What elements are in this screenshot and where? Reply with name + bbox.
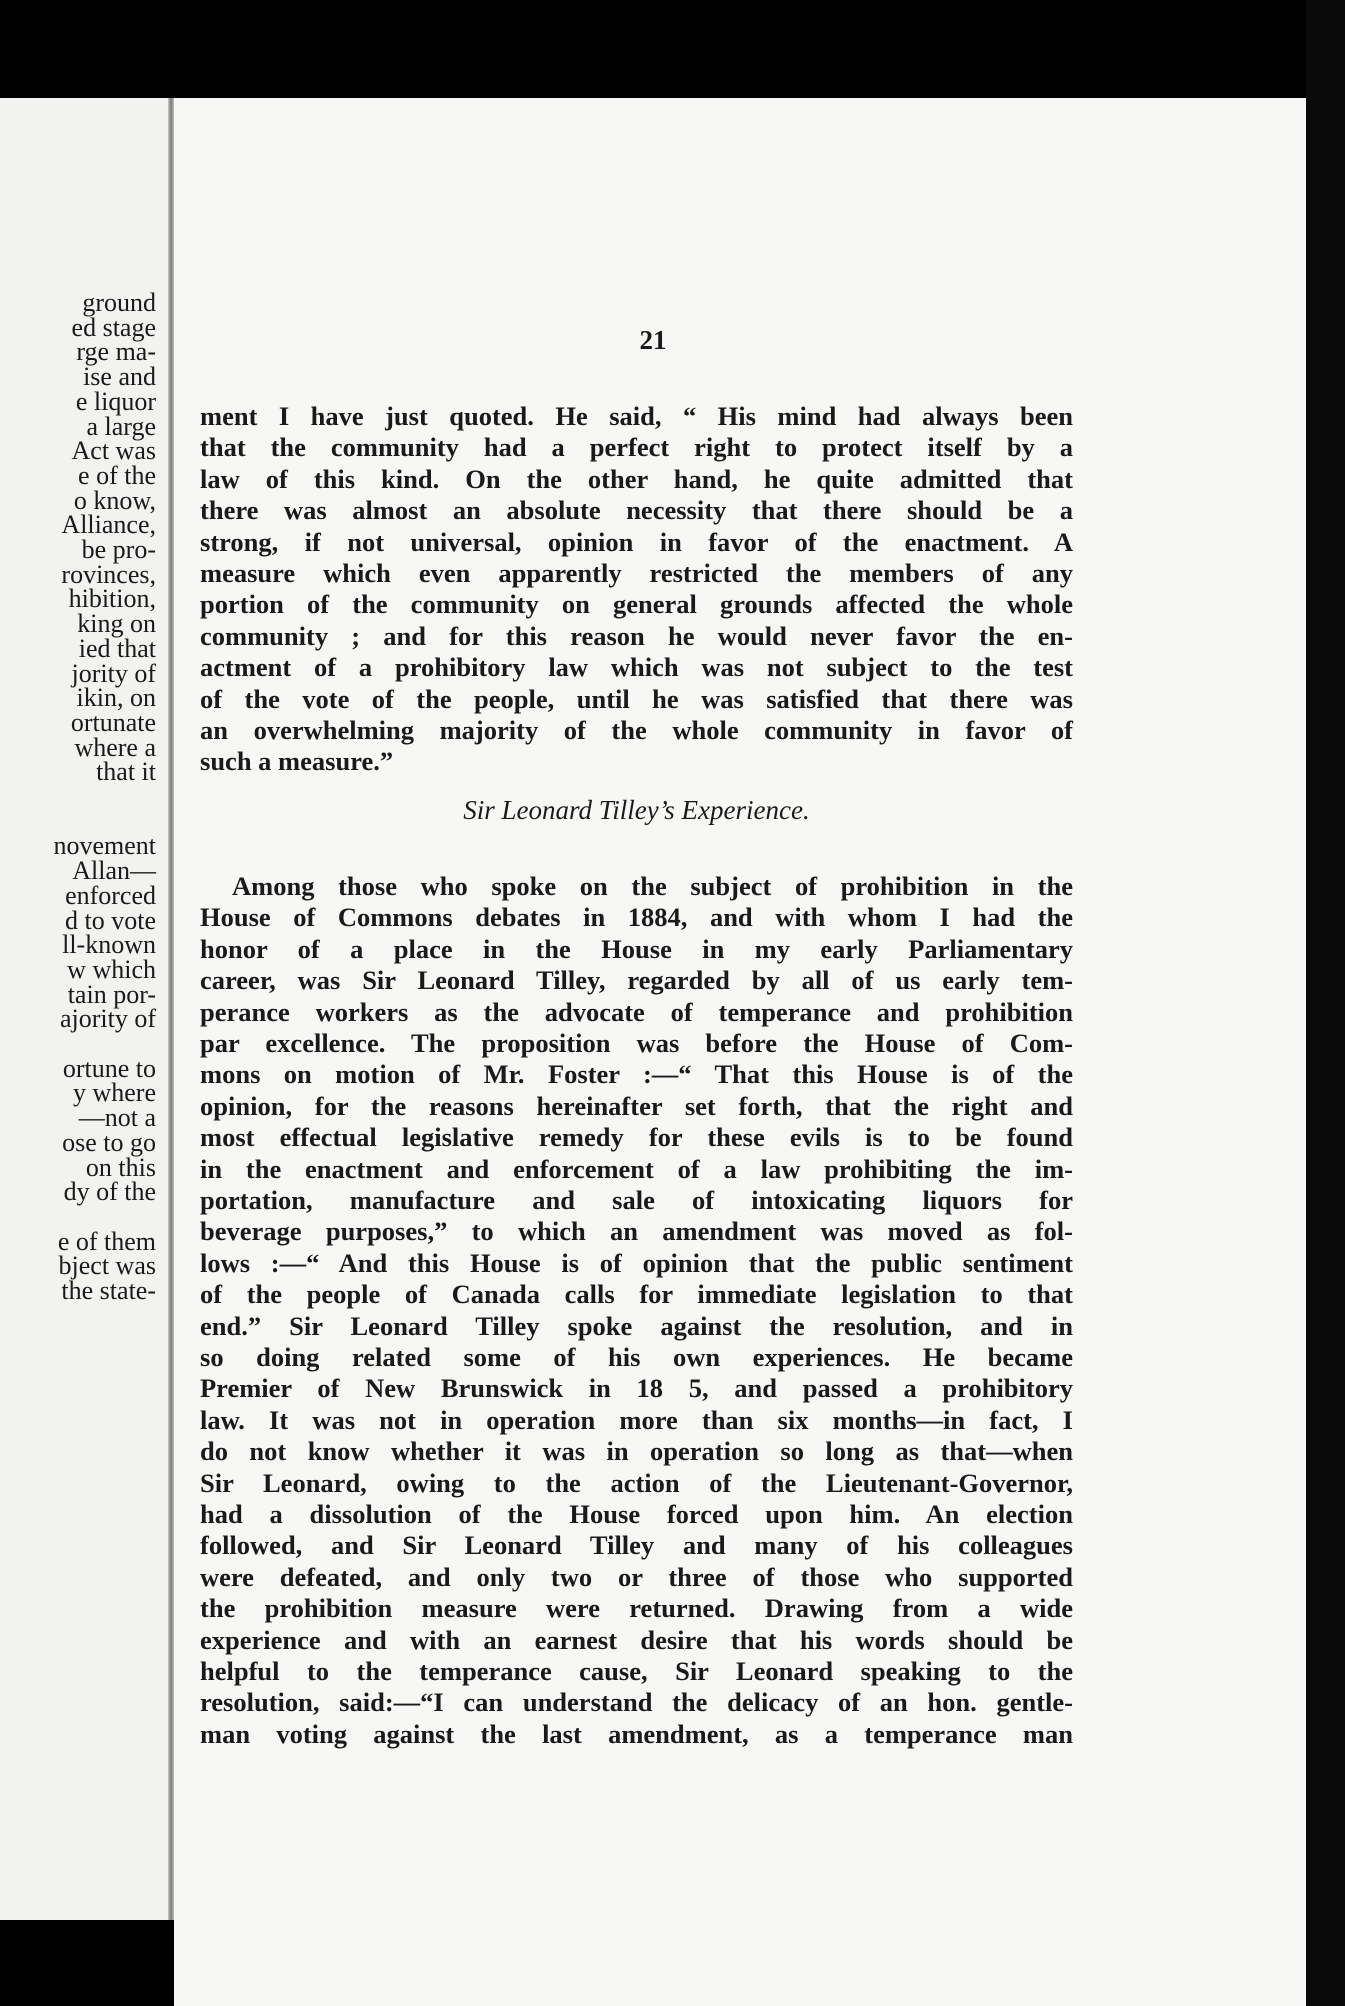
left-margin-line: rge ma- xyxy=(76,337,156,367)
left-margin-line: novement xyxy=(53,831,156,861)
text-line: law. It was not in operation more than six months—in fact, I xyxy=(200,1404,1073,1435)
left-margin-line: d to vote xyxy=(65,905,156,935)
text-line: Among those who spoke on the subject of prohibition in the xyxy=(232,871,1073,901)
left-margin-line: dy of the xyxy=(63,1177,156,1207)
text-line: actment of a prohibitory law which was not subject to the test xyxy=(200,652,1073,683)
left-margin-line: on this xyxy=(85,1152,156,1182)
text-line: that the community had a perfect right to protect itself by a xyxy=(200,432,1073,463)
text-line: measure which even apparently restricted the members of any xyxy=(200,558,1073,588)
text-line: do not know whether it was in operation so long as that—when xyxy=(200,1436,1073,1467)
left-margin-line: king on xyxy=(77,609,156,639)
left-margin-line: ground xyxy=(82,288,156,317)
left-margin-line: the state- xyxy=(61,1276,156,1305)
text-line: community ; and for this reason he would never favor the en- xyxy=(200,620,1073,651)
text-line: portion of the community on general grounds affected the whole xyxy=(200,589,1073,620)
text-line: of the people of Canada calls for immediate legislation to that xyxy=(200,1279,1073,1310)
text-line: portation, manufacture and sale of intoxicating liquors for xyxy=(200,1185,1073,1215)
text-line: helpful to the temperance cause, Sir Leonard speaking to the xyxy=(200,1656,1073,1686)
left-margin-line: that it xyxy=(96,757,156,787)
left-margin-line: e of the xyxy=(78,460,156,490)
text-line: par excellence. The proposition was before the House of Com- xyxy=(200,1028,1073,1058)
left-margin-line: ajority of xyxy=(59,1004,156,1034)
left-margin-line: Alliance, xyxy=(61,510,156,540)
left-margin-line: rovinces, xyxy=(61,559,156,589)
text-line: lows :—“ And this House is of opinion that the public sentiment xyxy=(200,1247,1073,1278)
left-margin-line: ikin, on xyxy=(76,683,156,713)
left-margin-line: Act was xyxy=(71,436,156,466)
section-heading: Sir Leonard Tilley’s Experience. xyxy=(463,795,810,825)
text-line: the prohibition measure were returned. Drawing from a wide xyxy=(200,1593,1073,1624)
text-line: strong, if not universal, opinion in favor of the enactment. A xyxy=(200,526,1073,557)
text-line: opinion, for the reasons hereinafter set forth, that the right and xyxy=(200,1090,1073,1121)
left-margin-line: ied that xyxy=(78,633,156,663)
left-margin-line: enforced xyxy=(65,880,156,910)
text-line: so doing related some of his own experiences. He became xyxy=(200,1342,1073,1372)
text-line: had a dissolution of the House forced upon him. An election xyxy=(200,1499,1073,1529)
left-margin-line: y where xyxy=(72,1078,156,1108)
text-line: were defeated, and only two or three of those who supported xyxy=(200,1561,1073,1592)
left-margin-line: be pro- xyxy=(81,535,156,564)
text-line: resolution, said:—“I can understand the delicacy of an hon. gentle- xyxy=(200,1687,1073,1718)
left-margin-line: ise and xyxy=(83,362,156,392)
left-margin-line: a large xyxy=(86,411,156,441)
text-line: of the vote of the people, until he was satisfied that there was xyxy=(200,683,1073,714)
left-margin-line: e of them xyxy=(57,1226,156,1256)
text-line: experience and with an earnest desire that his words should be xyxy=(200,1624,1073,1655)
left-margin-line: hibition, xyxy=(68,584,156,614)
text-line: law of this kind. On the other hand, he quite admitted that xyxy=(200,463,1073,494)
left-margin-line: where a xyxy=(74,732,156,762)
left-margin-line: ose to go xyxy=(62,1127,156,1157)
left-margin-line: bject was xyxy=(58,1251,156,1281)
text-line: Sir Leonard, owing to the action of the Lieutenant-Governor, xyxy=(200,1467,1073,1498)
text-line: such a measure.” xyxy=(200,746,394,777)
page-number: 21 xyxy=(639,325,667,355)
scan-edge xyxy=(1306,0,1345,2006)
left-margin-line: ortunate xyxy=(70,707,156,737)
text-line: career, was Sir Leonard Tilley, regarded by all of us early tem- xyxy=(200,965,1073,996)
text-line: mons on motion of Mr. Foster :—“ That this House is of the xyxy=(200,1059,1073,1090)
left-margin-line: ortune to xyxy=(62,1053,156,1083)
left-margin-line: w which xyxy=(67,954,156,984)
text-line: beverage purposes,” to which an amendment was moved as fol- xyxy=(200,1216,1073,1247)
facing-page-left xyxy=(0,98,174,1920)
text-line: there was almost an absolute necessity that there should be a xyxy=(200,495,1073,526)
text-line: in the enactment and enforcement of a law prohibiting the im- xyxy=(200,1153,1073,1184)
left-margin-line: Allan— xyxy=(72,856,156,886)
left-margin-line: ed stage xyxy=(71,312,156,342)
text-line: honor of a place in the House in my early Parliamentary xyxy=(200,933,1073,964)
text-line: an overwhelming majority of the whole community in favor of xyxy=(200,715,1073,745)
left-margin-line: ll-known xyxy=(62,930,156,960)
text-line: Premier of New Brunswick in 18 5, and passed a prohibitory xyxy=(200,1373,1073,1404)
left-margin-line: o know, xyxy=(73,485,156,515)
left-margin-line: tain por- xyxy=(67,979,156,1009)
left-margin-line: —not a xyxy=(78,1103,156,1133)
text-line: House of Commons debates in 1884, and with whom I had the xyxy=(200,902,1073,933)
text-line: man voting against the last amendment, as a temperance man xyxy=(200,1718,1073,1749)
left-margin-line: e liquor xyxy=(75,386,156,416)
text-line: most effectual legislative remedy for these evils is to be found xyxy=(200,1122,1073,1153)
text-line: ment I have just quoted. He said, “ His mind had always been xyxy=(200,401,1073,431)
text-line: end.” Sir Leonard Tilley spoke against the resolution, and in xyxy=(200,1310,1073,1341)
text-line: followed, and Sir Leonard Tilley and many of his colleagues xyxy=(200,1530,1073,1561)
text-line: perance workers as the advocate of temperance and prohibition xyxy=(200,996,1073,1027)
left-margin-line: jority of xyxy=(71,658,156,688)
